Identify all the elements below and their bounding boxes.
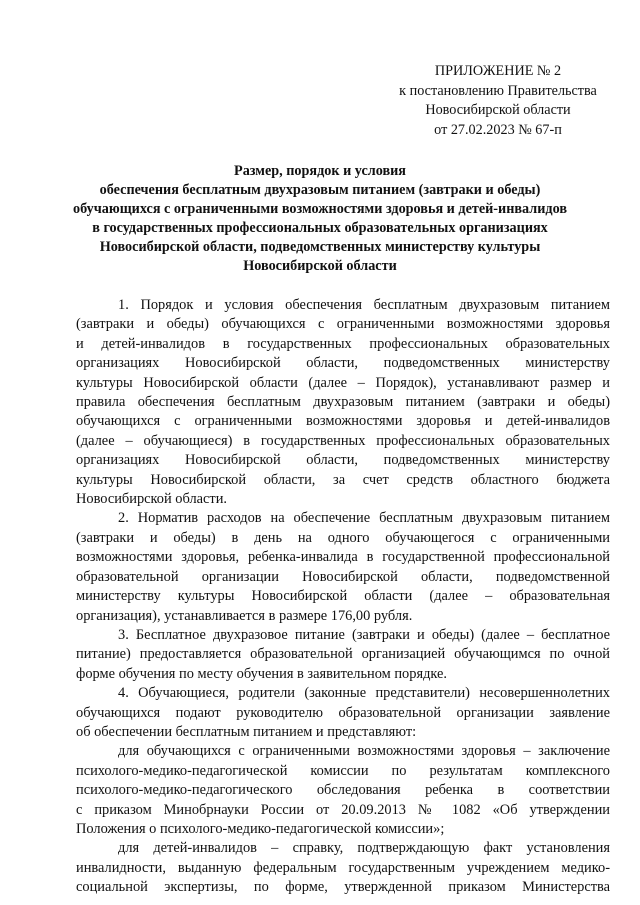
text-line: 3. Бесплатное двухразовое питание (завтраки и обеды) (далее – бесплатное: [118, 626, 610, 643]
text-line: инвалидности, выданную федеральным государственным учреждением медико-: [76, 859, 610, 876]
text-line: для детей-инвалидов – справку, подтверждающую факт установления: [118, 840, 610, 857]
paragraph-1: [76, 296, 610, 509]
text-line: психолого-медико-педагогического обследования ребенка в соответствии: [76, 782, 610, 799]
text-line: (завтраки и обеды) обучающихся с ограниченными возможностями здоровья: [76, 316, 610, 333]
text-line: для обучающихся с ограниченными возможностями здоровья – заключение: [118, 743, 610, 760]
text-line: Положения о психолого-медико-педагогической комиссии»;: [76, 820, 445, 837]
document-body: [76, 296, 610, 898]
appendix-header: [378, 62, 618, 140]
text-line: правила обеспечения бесплатным двухразовым питанием (завтраки и обеды): [76, 394, 610, 411]
text-line: министерству культуры Новосибирской области (далее – образовательная: [76, 588, 610, 605]
text-line: 1. Порядок и условия обеспечения бесплатным двухразовым питанием: [118, 297, 610, 313]
text-line: возможностями здоровья, ребенка-инвалида в государственной профессиональной: [76, 549, 610, 566]
appendix-number: ПРИЛОЖЕНИЕ № 2: [434, 63, 562, 79]
text-line: 4. Обучающиеся, родители (законные представители) несовершеннолетних: [118, 685, 610, 702]
paragraph-2: [76, 509, 610, 625]
appendix-date: от 27.02.2023 № 67-п: [434, 121, 562, 138]
paragraph-4-item-disabilities: [76, 742, 610, 839]
appendix-region: Новосибирской области: [425, 102, 571, 118]
text-line: (завтраки и обеды) в день на одного обучающегося с ограниченными: [76, 529, 610, 546]
text-line: питание) предоставляется образовательной организацией обучающимся по очной: [76, 646, 610, 663]
text-line: с приказом Минобрнауки России от 20.09.2013 № 1082 «Об утверждении: [76, 801, 610, 818]
title-line: Новосибирской области: [243, 258, 397, 274]
text-line: образовательной организации Новосибирской области, подведомственной: [76, 568, 610, 585]
text-line: организациях Новосибирской области, подведомственных министерству: [76, 355, 610, 372]
text-line: социальной экспертизы, по форме, утвержденной приказом Министерства: [76, 879, 610, 896]
text-line: форме обучения по месту обучения в заявительном порядке.: [76, 665, 448, 682]
text-line: психолого-медико-педагогической комиссии по результатам комплексного: [76, 762, 610, 779]
text-line: и детей-инвалидов в государственных профессиональных образовательных: [76, 335, 610, 352]
text-line: об обеспечении бесплатным питанием и представляют:: [76, 723, 417, 740]
paragraph-4-item-disabled-children: [76, 839, 610, 897]
text-line: культуры Новосибирской области (далее – Порядок), устанавливают размер и: [76, 374, 610, 391]
title-line: Размер, порядок и условия: [234, 163, 406, 179]
title-line: Новосибирской области, подведомственных министерству культуры: [99, 239, 541, 255]
text-line: 2. Норматив расходов на обеспечение бесплатным двухразовым питанием: [118, 510, 610, 527]
title-line: обучающихся с ограниченными возможностями здоровья и детей-инвалидов: [73, 201, 567, 217]
paragraph-4: [76, 684, 610, 742]
text-line: культуры Новосибирской области, за счет средств областного бюджета: [76, 471, 610, 488]
text-line: обучающихся с ограниченными возможностями здоровья и детей-инвалидов: [76, 413, 610, 430]
title-line: в государственных профессиональных образовательных организациях: [92, 220, 548, 236]
paragraph-3: [76, 626, 610, 684]
title-line: обеспечения бесплатным двухразовым питанием (завтраки и обеды): [99, 182, 541, 198]
document-title: [60, 162, 580, 276]
appendix-reference: к постановлению Правительства: [399, 82, 597, 99]
text-line: обучающихся подают руководителю образовательной организации заявление: [76, 704, 610, 721]
text-line: организациях Новосибирской области, подведомственных министерству: [76, 452, 610, 469]
text-line: организация), устанавливается в размере 176,00 рубля.: [76, 607, 413, 624]
text-line: (далее – обучающиеся) в государственных профессиональных образовательных: [76, 432, 610, 449]
text-line: Новосибирской области.: [76, 491, 227, 508]
